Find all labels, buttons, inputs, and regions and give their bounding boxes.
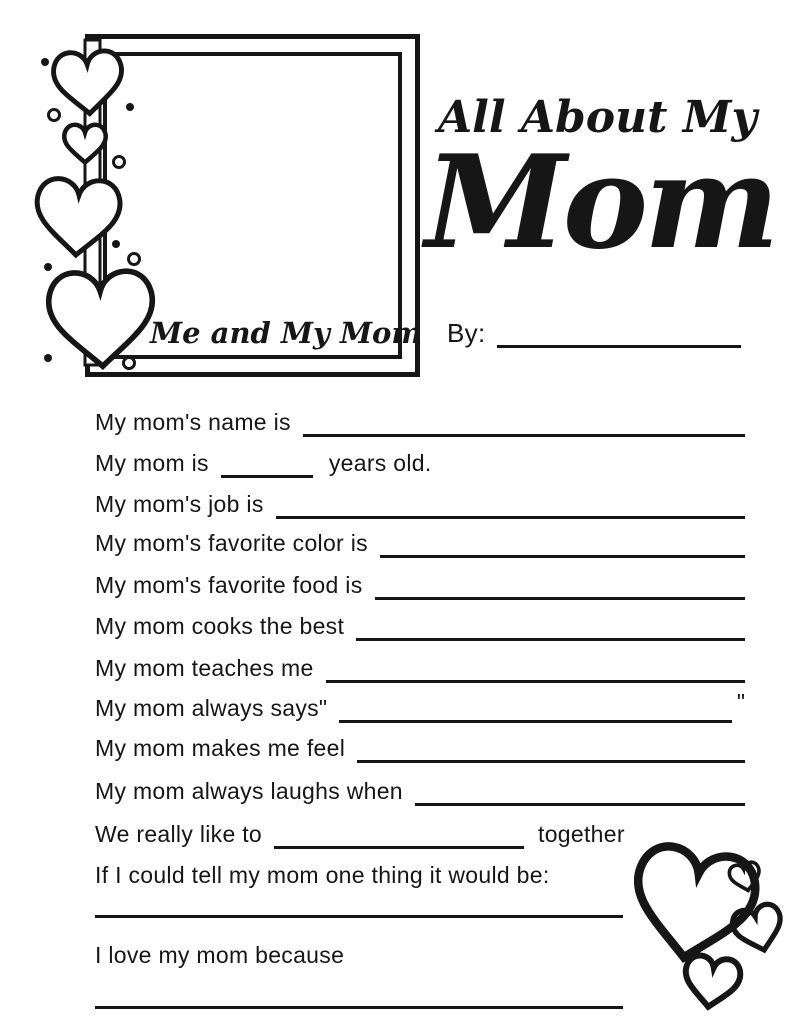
heart-icon [681,954,742,1011]
hearts-chain-decoration [30,30,170,375]
fill-in-line [303,407,745,437]
by-label: By: [447,318,486,348]
heart-icon [53,50,124,115]
prompt-label: My mom's name is [95,409,291,435]
frame-caption: Me and My Mom [150,316,423,350]
prompt-row [95,524,745,558]
prompt-row [95,729,745,763]
prompt-label: My mom's favorite color is [95,530,368,556]
prompt-row [95,444,745,478]
prompt-suffix: together [538,821,625,847]
fill-in-line [415,776,745,806]
heart-icon [48,270,155,368]
dot-decoration [41,58,49,66]
circle-decoration [124,358,135,369]
prompt-label: My mom makes me feel [95,735,346,761]
prompt-row [95,649,745,683]
corner-hearts-decoration [615,835,791,1020]
dot-decoration [44,354,52,362]
fill-in-line [375,570,745,600]
title-main-word: Mom [425,128,776,278]
dot-decoration [44,263,52,271]
by-row [447,314,741,348]
prompt-label: My mom cooks the best [95,613,345,639]
prompt-label: If I could tell my mom one thing it would be: [95,862,550,888]
fill-in-line [274,819,524,849]
circle-decoration [129,254,140,265]
prompt-label: My mom always laughs when [95,778,403,804]
fill-in-line [380,528,745,558]
fill-in-line [326,653,745,683]
prompt-row [95,566,745,600]
heart-icon [626,842,761,968]
prompt-row [95,485,745,519]
prompt-row [95,772,745,806]
fill-in-line [339,693,731,723]
closing-quote: " [736,689,745,715]
prompt-row [95,607,745,641]
dot-decoration [126,103,134,111]
prompt-row [95,403,745,437]
fill-in-line [276,489,745,519]
prompt-label: My mom's favorite food is [95,572,363,598]
prompt-label: My mom always says" [95,695,328,721]
prompt-label: My mom teaches me [95,655,314,681]
heart-icon [730,902,788,957]
heart-icon [34,177,121,257]
prompt-label: My mom is [95,450,209,476]
fill-in-line [95,915,623,918]
prompt-suffix: years old. [328,450,432,476]
fill-in-line [497,318,741,348]
title-script-line: All About My [437,92,758,143]
prompt-label: My mom's job is [95,491,264,517]
prompt-label: We really like to [95,821,263,847]
circle-decoration [49,110,60,121]
circle-decoration [114,157,125,168]
fill-in-line [357,733,745,763]
prompt-row [95,689,745,723]
prompt-label: I love my mom because [95,942,345,968]
fill-in-line [221,448,313,478]
fill-in-line [356,611,745,641]
fill-in-line [95,1006,623,1009]
dot-decoration [112,240,120,248]
